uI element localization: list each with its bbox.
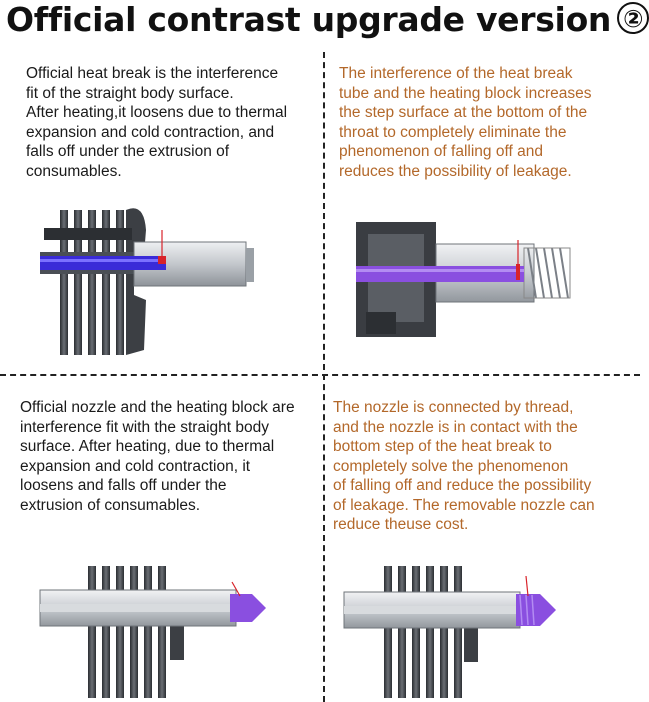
top-left-description: Official heat break is the interference fit of the straight body surface. After heating,it loosens due to thermal expansion and cold contraction, and falls off under the extrusion of consumables. xyxy=(26,65,288,180)
top-right-description: The interference of the heat break tube and the heating block increases the step surface at the bottom of the throat to completely eliminate the phenomenon of falling off and reduces the possibility of leakage. xyxy=(339,65,592,180)
bottom-right-description: The nozzle is connected by thread, and the nozzle is in contact with the bottom step of the heat break to completely solve the phenomenon of falling off and reduce the possibility of leakage. The removable nozzle can reduce theuse cost. xyxy=(333,399,595,533)
horizontal-divider xyxy=(0,374,640,376)
nozzle-straight-fit-diagram-icon xyxy=(40,560,270,700)
nozzle-threaded-diagram-icon xyxy=(344,562,576,700)
heatbreak-interference-fit-diagram-icon xyxy=(34,200,274,365)
version-badge: ② xyxy=(617,2,649,34)
heatbreak-step-thread-diagram-icon xyxy=(356,222,574,342)
bottom-left-description: Official nozzle and the heating block are interference fit with the straight body surface. After heating, due to thermal expansion and cold contraction, it loosens and falls off under the extrusion of consumables. xyxy=(20,399,295,514)
page-title: Official contrast upgrade version ② xyxy=(0,0,646,44)
vertical-divider xyxy=(323,52,325,702)
